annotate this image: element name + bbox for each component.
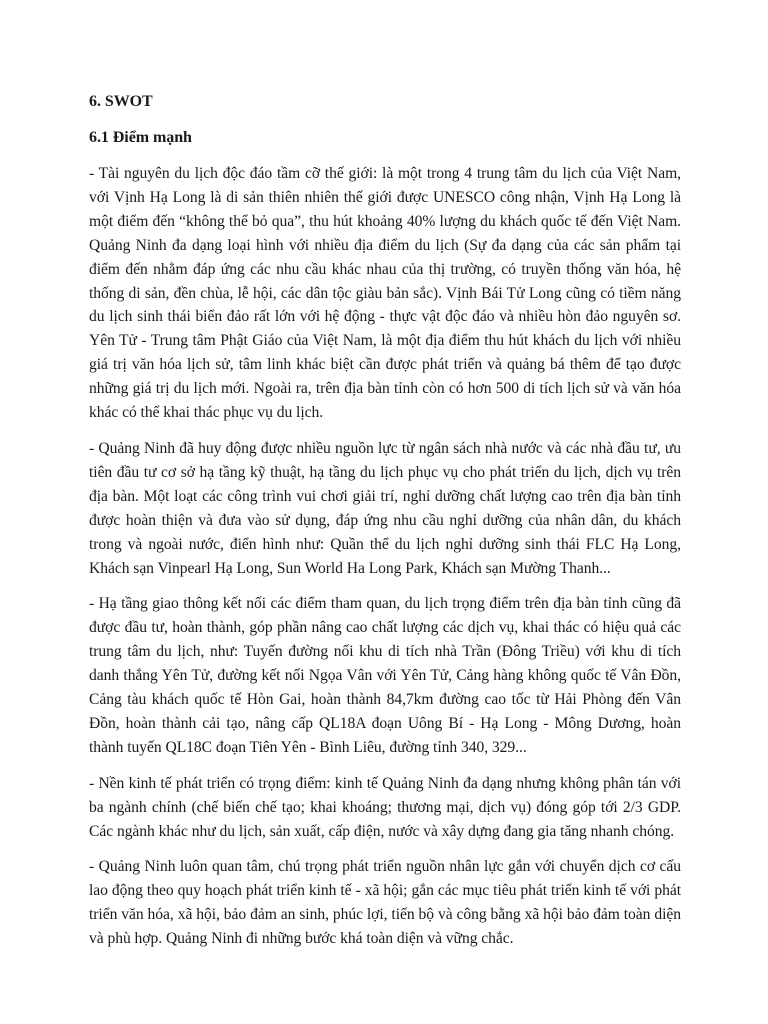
paragraph-investment: - Quảng Ninh đã huy động được nhiều nguồn lực từ ngân sách nhà nước và các nhà đầu tư, ưu tiên đầu tư cơ sở hạ tầng kỹ thuật, hạ tầng du lịch phục vụ cho phát triển du lịch, dịch vụ trên địa bàn. Một loạt các công trình vui chơi giải trí, nghỉ dưỡng chất lượng cao trên địa bàn tỉnh được hoàn thiện và đưa vào sử dụng, đáp ứng nhu cầu nghỉ dưỡng của nhân dân, du khách trong và ngoài nước, điển hình như: Quần thể du lịch nghỉ dưỡng sinh thái FLC Hạ Long, Khách sạn Vinpearl Hạ Long, Sun World Ha Long Park, Khách sạn Mường Thanh... — [89, 439, 681, 577]
document-page — [89, 90, 681, 963]
subsection-heading: 6.1 Điểm mạnh — [89, 129, 192, 146]
section-heading: 6. SWOT — [89, 93, 153, 110]
paragraph-transport-infrastructure: - Hạ tầng giao thông kết nối các điểm tham quan, du lịch trọng điểm trên địa bàn tỉnh cũng đã được đầu tư, hoàn thành, góp phần nâng cao chất lượng các dịch vụ, khai thác có hiệu quả các trung tâm du lịch, như: Tuyến đường nối khu di tích nhà Trần (Đông Triều) với khu di tích danh thắng Yên Tử, đường kết nối Ngọa Vân với Yên Tử, Cảng hàng không quốc tế Vân Đồn, Cảng tàu khách quốc tế Hòn Gai, hoàn thành 84,7km đường cao tốc từ Hải Phòng đến Vân Đồn, hoàn thành cải tạo, nâng cấp QL18A đoạn Uông Bí - Hạ Long - Mông Dương, hoàn thành tuyến QL18C đoạn Tiên Yên - Bình Liêu, đường tỉnh 340, 329... — [89, 595, 681, 756]
paragraph-human-resources: - Quảng Ninh luôn quan tâm, chú trọng phát triển nguồn nhân lực gắn với chuyển dịch cơ cấu lao động theo quy hoạch phát triển kinh tế - xã hội; gắn các mục tiêu phát triển kinh tế với phát triển văn hóa, xã hội, bảo đảm an sinh, phúc lợi, tiến bộ và công bằng xã hội bảo đảm toàn diện và phù hợp. Quảng Ninh đi những bước khá toàn diện và vững chắc. — [89, 858, 681, 948]
paragraph-tourism-resources: - Tài nguyên du lịch độc đáo tầm cỡ thế giới: là một trong 4 trung tâm du lịch của Việt Nam, với Vịnh Hạ Long là di sản thiên nhiên thế giới được UNESCO công nhận, Vịnh Hạ Long là một điểm đến “không thể bỏ qua”, thu hút khoảng 40% lượng du khách quốc tế đến Việt Nam. Quảng Ninh đa dạng loại hình với nhiều địa điểm du lịch (Sự đa dạng của các sản phẩm tại điểm đến nhằm đáp ứng các nhu cầu khác nhau của thị trường, có truyền thống văn hóa, hệ thống di sản, đền chùa, lễ hội, các dân tộc giàu bản sắc). Vịnh Bái Tử Long cũng có tiềm năng du lịch sinh thái biển đảo rất lớn với hệ động - thực vật độc đáo và nhiều hòn đảo nguyên sơ. Yên Tử - Trung tâm Phật Giáo của Việt Nam, là một địa điểm thu hút khách du lịch với nhiều giá trị văn hóa lịch sử, tâm linh khác biệt cần được phát triển và quảng bá thêm để tạo được những giá trị du lịch mới. Ngoài ra, trên địa bàn tỉnh còn có hơn 500 di tích lịch sử và văn hóa khác có thể khai thác phục vụ du lịch. — [89, 165, 681, 422]
paragraph-economy: - Nền kinh tế phát triển có trọng điểm: kinh tế Quảng Ninh đa dạng nhưng không phân tán với ba ngành chính (chế biến chế tạo; khai khoáng; thương mại, dịch vụ) đóng góp tới 2/3 GDP. Các ngành khác như du lịch, sản xuất, cấp điện, nước và xây dựng đang gia tăng nhanh chóng. — [89, 774, 681, 840]
